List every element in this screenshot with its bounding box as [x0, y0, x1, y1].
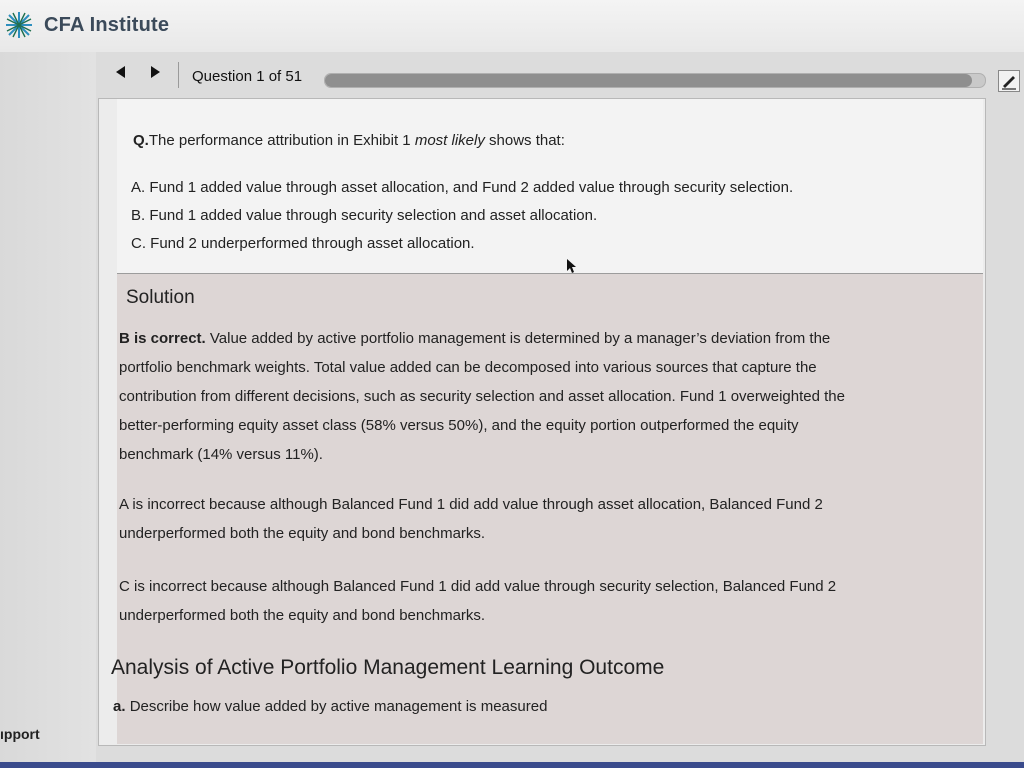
mouse-cursor-icon [566, 258, 576, 274]
triangle-right-icon [151, 66, 161, 78]
solution-panel [111, 273, 983, 744]
pencil-icon[interactable] [998, 70, 1020, 92]
solution-title: Solution [126, 287, 195, 308]
progress-bar [324, 73, 986, 88]
option-text: Fund 2 underperformed through asset allocation. [150, 235, 475, 252]
explanation-line: better-performing equity asset class (58% versus 50%), and the equity portion outperformed the equity [119, 417, 799, 434]
question-text-end: shows that: [484, 132, 565, 149]
explanation-line: A is incorrect because although Balanced Fund 1 did add value through asset allocation, Balanced Fund 2 [119, 496, 823, 513]
option-text: Fund 1 added value through security selection and asset allocation. [149, 207, 598, 224]
option-text: Fund 1 added value through asset allocation, and Fund 2 added value through security selection. [149, 179, 794, 196]
answer-option-a[interactable] [131, 179, 793, 196]
explanation-line: underperformed both the equity and bond benchmarks. [119, 607, 486, 624]
option-letter: B. [131, 207, 146, 224]
learning-outcome-letter: a. [113, 698, 126, 715]
question-prefix: Q. [133, 132, 149, 149]
question-panel [98, 98, 986, 746]
triangle-left-icon [116, 66, 126, 78]
learning-outcome-title: Analysis of Active Portfolio Management Learning Outcome [111, 656, 665, 679]
question-area [117, 99, 983, 273]
question-counter: Question 1 of 51 [192, 68, 303, 85]
option-c-explanation [119, 572, 949, 630]
question-stem [133, 132, 565, 149]
learning-outcome-text: Describe how value added by active management is measured [129, 698, 548, 715]
next-question-button[interactable] [151, 65, 161, 81]
progress-fill [325, 74, 972, 87]
taskbar-edge [0, 762, 1024, 768]
option-letter: A. [131, 179, 146, 196]
explanation-line: underperformed both the equity and bond benchmarks. [119, 525, 486, 542]
question-navigation-bar [96, 56, 1024, 98]
explanation-line: contribution from different decisions, such as security selection and asset allocation. Fund 1 overweighted the [119, 388, 845, 405]
question-emphasis: most likely [414, 132, 485, 149]
explanation-line: portfolio benchmark weights. Total value added can be decomposed into various sources that capture the [119, 359, 817, 376]
cfa-logo-icon [4, 10, 34, 40]
question-text-start: The performance attribution in Exhibit 1 [148, 132, 415, 149]
left-sidebar [0, 52, 96, 768]
answer-option-c[interactable] [131, 235, 475, 252]
learning-outcome-item [113, 698, 547, 715]
explanation-line: C is incorrect because although Balanced Fund 1 did add value through security selection, Balanced Fund 2 [119, 578, 837, 595]
correct-explanation [119, 324, 949, 469]
correct-lead: B is correct. [119, 330, 206, 347]
previous-question-button[interactable] [116, 65, 126, 81]
answer-option-b[interactable] [131, 207, 597, 224]
brand-name: CFA Institute [44, 14, 170, 36]
option-letter: C. [131, 235, 146, 252]
option-a-explanation [119, 490, 949, 548]
explanation-line: B is correct. Value added by active portfolio management is determined by a manager’s deviation from the [119, 330, 831, 347]
top-bar [0, 0, 1024, 52]
explanation-line: benchmark (14% versus 11%). [119, 446, 323, 463]
nav-divider [178, 62, 179, 88]
support-link[interactable]: ıpport [0, 726, 40, 742]
